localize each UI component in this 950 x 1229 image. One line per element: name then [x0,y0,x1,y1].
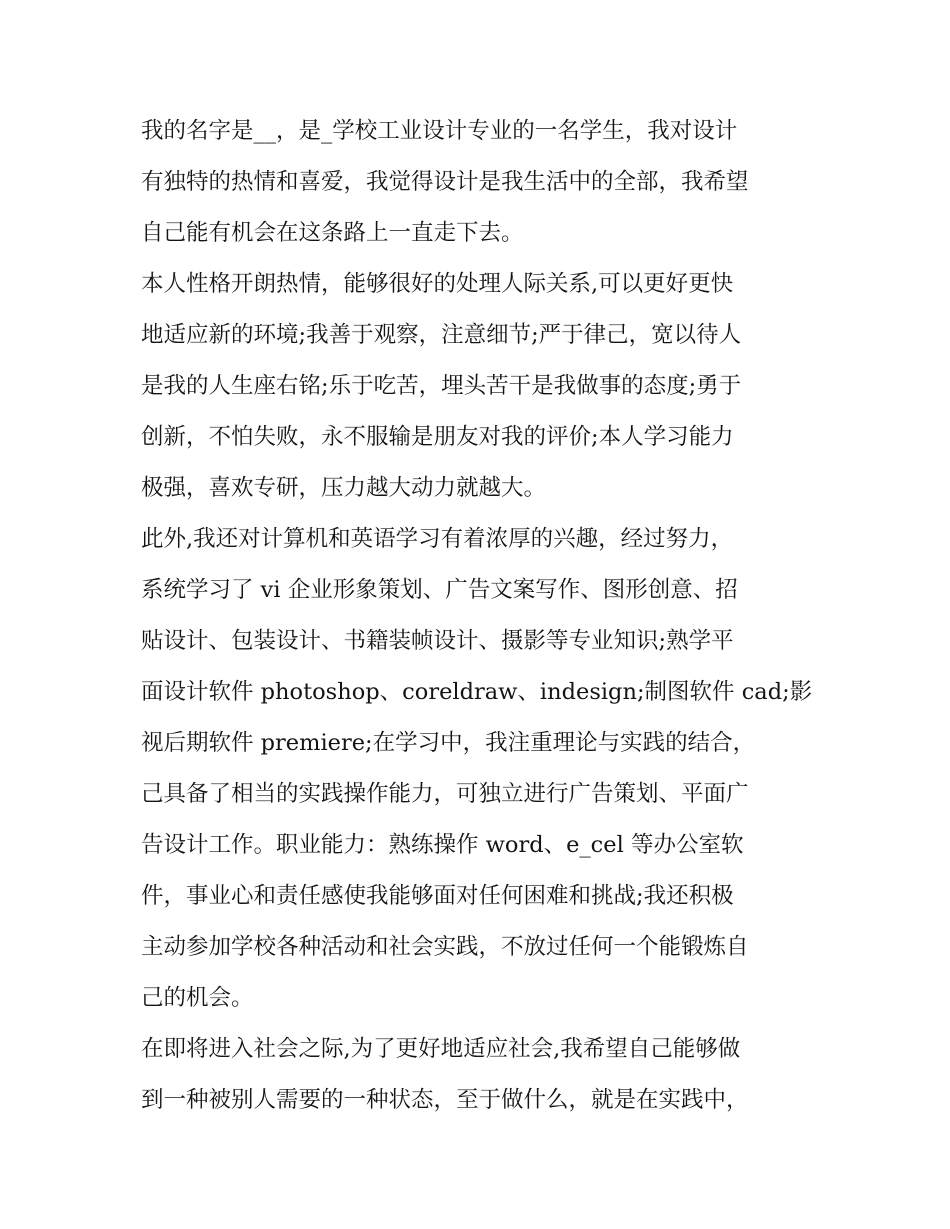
text-line: 件，事业心和责任感使我能够面对任何困难和挑战;我还积极 [141,883,734,909]
text-line: 贴设计、包装设计、书籍装帧设计、摄影等专业知识;熟学平 [141,628,734,654]
text-line: 此外,我还对计算机和英语学习有着浓厚的兴趣，经过努力， [141,526,734,552]
text-line: 极强，喜欢专研，压力越大动力就越大。 [141,475,547,501]
text-line: 系统学习了 vi 企业形象策划、广告文案写作、图形创意、招 [141,577,738,603]
text-line: 是我的人生座右铭;乐于吃苦，埋头苦干是我做事的态度;勇于 [141,373,742,399]
paragraph-goals [141,1029,821,1131]
paragraph-personality [141,264,821,519]
text-line: 自己能有机会在这条路上一直走下去。 [141,220,524,246]
paragraph-intro [141,111,821,264]
document-body [141,111,821,1131]
text-line: 告设计工作。职业能力：熟练操作 word、e_cel 等办公室软 [141,832,744,858]
text-line: 本人性格开朗热情，能够很好的处理人际关系,可以更好更快 [141,271,734,297]
text-line: 主动参加学校各种活动和社会实践，不放过任何一个能锻炼自 [141,934,749,960]
text-line: 视后期软件 premiere;在学习中，我注重理论与实践的结合， [141,730,756,756]
text-line: 在即将进入社会之际,为了更好地适应社会,我希望自己能够做 [141,1036,741,1062]
text-line: 创新，不怕失败，永不服输是朋友对我的评价;本人学习能力 [141,424,734,450]
text-line: 己具备了相当的实践操作能力，可独立进行广告策划、平面广 [141,781,749,807]
text-line: 有独特的热情和喜爱，我觉得设计是我生活中的全部，我希望 [141,169,749,195]
text-line: 面设计软件 photoshop、coreldraw、indesign;制图软件 cad;影 [141,679,813,705]
text-line: 地适应新的环境;我善于观察，注意细节;严于律己，宽以待人 [141,322,742,348]
text-line: 我的名字是__，是_学校工业设计专业的一名学生，我对设计 [141,118,738,144]
text-line: 到一种被别人需要的一种状态，至于做什么，就是在实践中， [141,1087,749,1113]
paragraph-skills [141,519,821,1029]
text-line: 己的机会。 [141,985,254,1011]
